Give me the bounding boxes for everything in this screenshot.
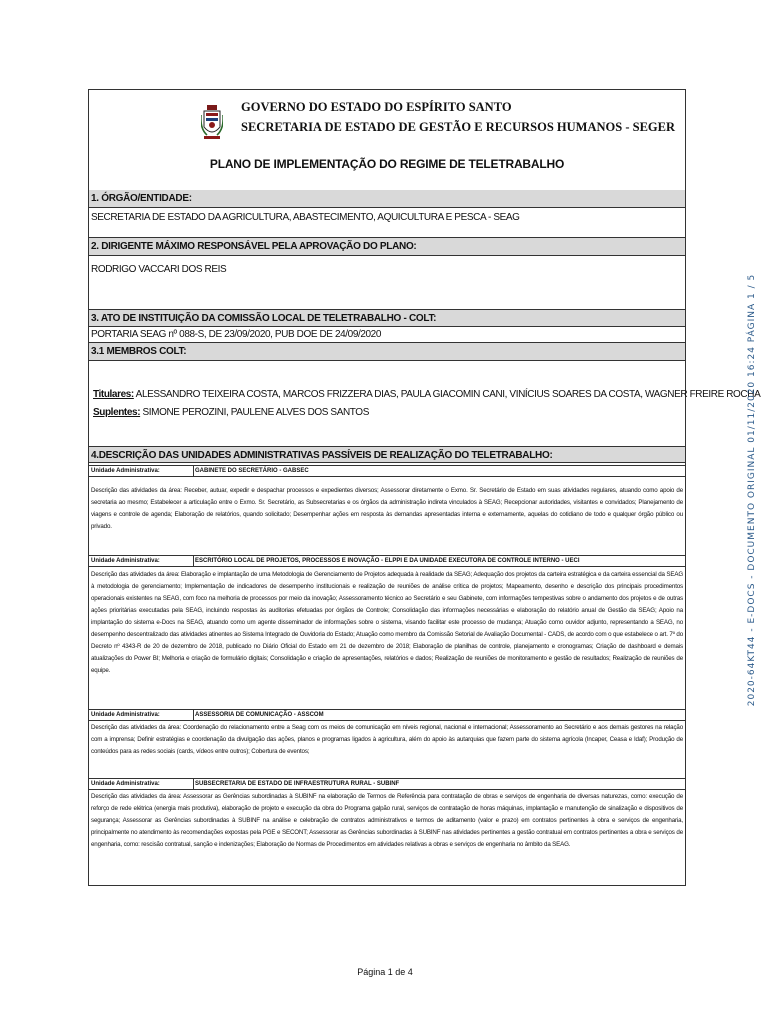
- unit-header: [89, 778, 685, 790]
- ato-value: PORTARIA SEAG nº 088-S, DE 23/09/2020, PUB DOE DE 24/09/2020: [89, 327, 685, 343]
- secretariat-name: SECRETARIA DE ESTADO DE GESTÃO E RECURSOS HUMANOS - SEGER: [241, 120, 676, 134]
- unit-name: SUBSECRETARIA DE ESTADO DE INFRAESTRUTURA RURAL - SUBINF: [195, 781, 400, 787]
- dirigente-value: RODRIGO VACCARI DOS REIS: [89, 256, 685, 310]
- suplentes-value: SIMONE PEROZINI, PAULENE ALVES DOS SANTOS: [142, 407, 369, 418]
- unit-key: Unidade Administrativa:: [91, 712, 160, 718]
- suplentes-line: [93, 407, 369, 418]
- state-coat-of-arms-icon: [201, 105, 223, 141]
- titulares-label: Titulares:: [93, 389, 134, 400]
- orgao-value: SECRETARIA DE ESTADO DA AGRICULTURA, ABASTECIMENTO, AQUICULTURA E PESCA - SEAG: [89, 208, 685, 238]
- dirigente-section-label: 2. DIRIGENTE MÁXIMO RESPONSÁVEL PELA APROVAÇÃO DO PLANO:: [89, 238, 685, 256]
- ato-section-label: 3. ATO DE INSTITUIÇÃO DA COMISSÃO LOCAL DE TELETRABALHO - COLT:: [89, 310, 685, 327]
- suplentes-label: Suplentes:: [93, 407, 141, 418]
- unit-key: Unidade Administrativa:: [91, 468, 160, 474]
- unidades-section-label: 4.DESCRIÇÃO DAS UNIDADES ADMINISTRATIVAS PASSÍVEIS DE REALIZAÇÃO DO TELETRABALHO:: [89, 446, 685, 463]
- orgao-section-label: 1. ÓRGÃO/ENTIDADE:: [89, 190, 685, 208]
- titulares-line: [93, 389, 760, 400]
- plan-title: PLANO DE IMPLEMENTAÇÃO DO REGIME DE TELETRABALHO: [209, 157, 565, 171]
- unit-name: GABINETE DO SECRETÁRIO - GABSEC: [195, 468, 309, 474]
- page-footer: Página 1 de 4: [357, 967, 413, 977]
- unit-header: [89, 555, 685, 567]
- unit-key: Unidade Administrativa:: [91, 781, 160, 787]
- membros-section-label: 3.1 MEMBROS COLT:: [89, 343, 685, 361]
- titulares-value: ALESSANDRO TEIXEIRA COSTA, MARCOS FRIZZERA DIAS, PAULA GIACOMIN CANI, VINÍCIUS SOARES DA COSTA, WAGNER FREIRE ROCHA: [135, 389, 761, 400]
- unit-key: Unidade Administrativa:: [91, 558, 160, 564]
- document-header: [89, 90, 685, 191]
- unit-header: [89, 465, 685, 477]
- unit-description: Descrição das atividades da área: Elaboração e implantação de uma Metodologia de Gerenciamento de Projetos adequada à realidade da SEAG; Adequação dos projetos da carteira estratégica e da carteira essencial da SEAG à metodologia de gerenciamento; Implementação de indicadores de desempenho institucionais e realização de reuniões de análise crítica de projetos; Mapeamento, desenho e descrição dos principais procedimentos operacionais existentes na SEAG, com foco na melhoria de processos por meio da inovação; Assessoramento técnico ao Secretário e seu Gabinete, com informações tempestivas sobre o andamento dos projetos e de outras ações prioritárias executadas pela SEAG, incluindo respostas às auditorias efetuadas por órgãos de Controle; Consolidação das informações necessárias e elaboração do relatório anual de Gestão da SEAG; Apoio na implantação do sistema e-Docs na SEAG, atuando como um agente disseminador de informações sobre o sistema, visando facilitar este processo de mudança; Atuação como ouvidor adjunto, representando a SEAG, no desempenho descentralizado das atividades atinentes ao Sistema Integrado de Ouvidoria do Estado; Atuação como membro da Comissão Setorial de Avaliação Documental - CADS, de acordo com o que estabelece o art. 7º do Decreto nº 4343-R de 20 de dezembro de 2018, publicado no Diário Oficial do Estado em 21 de dezembro de 2018; Elaboração de planilhas de controle, planejamento e cronogramas; Criação de dashboard e demais atualizações do Power BI; Melhoria e criação de formulário digitais; Consolidação e criação de apresentações, relatórios e dados; Realização de reuniões de monitoramento e gestão de resultados; Realização de reuniões de equipe.: [91, 571, 683, 674]
- unit-name: ESCRITÓRIO LOCAL DE PROJETOS, PROCESSOS E INOVAÇÃO - ELPPI E DA UNIDADE EXECUTORA DE CONTROLE INTERNO - UECI: [195, 558, 580, 564]
- unit-description: Descrição das atividades da área: Assessorar as Gerências subordinadas à SUBINF na elaboração de Termos de Referência para contratação de obras e serviços de engenharia de diversas naturezas, como: execução de reforço de rede elétrica (energia mais produtiva), elaboração de projeto e execução da obra do Programa galpão rural, serviços de contratação de horas máquinas, implantação e manutenção de sinalização e dispositivos de segurança; Assessorar as Gerências subordinadas à SUBINF na análise e celebração de contratos administrativos e termos de aditamento (valor e prazo) em contratos pertinentes à obra e serviços de engenharia, principalmente no atendimento às recomendações expostas pela PGE e SECONT; Assessorar as Gerências subordinadas à SUBINF nas atividades pertinentes a gestão contratual em contratos pertinentes a obra e serviços de engenharia, como: rescisão contratual, sanção e indenizações; Elaboração de Normas de Procedimentos em atividades relativas a obras e serviços de engenharia no âmbito da SEAG.: [91, 793, 683, 848]
- government-name: GOVERNO DO ESTADO DO ESPÍRITO SANTO: [241, 100, 512, 114]
- edocs-side-stamp: 2020-64KT44 - E-DOCS - DOCUMENTO ORIGINAL 01/11/2020 16:24 PÁGINA 1 / 5: [747, 273, 757, 707]
- unit-description: Descrição das atividades da área: Coordenação do relacionamento entre a Seag com os meios de comunicação em níveis regional, nacional e internacional; Assessoramento ao Secretário e aos demais gestores na relação com a imprensa; Definir estratégias e coordenação da divulgação das ações, planos e programas ligados à agricultura, além do apoio às autarquias que fazem parte do sistema agrícola (Incaper, Ceasa e Idaf); Produção de conteúdos para as redes sociais (cards, vídeos entre outros); Cobertura de eventos;: [91, 724, 683, 755]
- unit-header: [89, 709, 685, 721]
- unit-name: ASSESSORIA DE COMUNICAÇÃO - ASSCOM: [195, 712, 324, 718]
- unit-description: Descrição das atividades da área: Receber, autuar, expedir e despachar processos e expedientes diversos; Assessorar diretamente o Exmo. Sr. Secretário de Estado em suas atividades regulares, atuando como apoio de secretaria ao mesmo; Estabelecer a articulação entre o Exmo. Sr. Secretário, as Subsecretarias e os órgãos da administração indireta vinculados à SEAG; Recepcionar autoridades, visitantes e convidados; Planejamento de viagens e controle de agenda; Elaboração de relatórios, quando solicitado; Desempenhar ações em resposta às demandas apresentadas interna e externamente, aquelas do cotidiano de todo e qualquer órgão público ou privado.: [91, 487, 683, 530]
